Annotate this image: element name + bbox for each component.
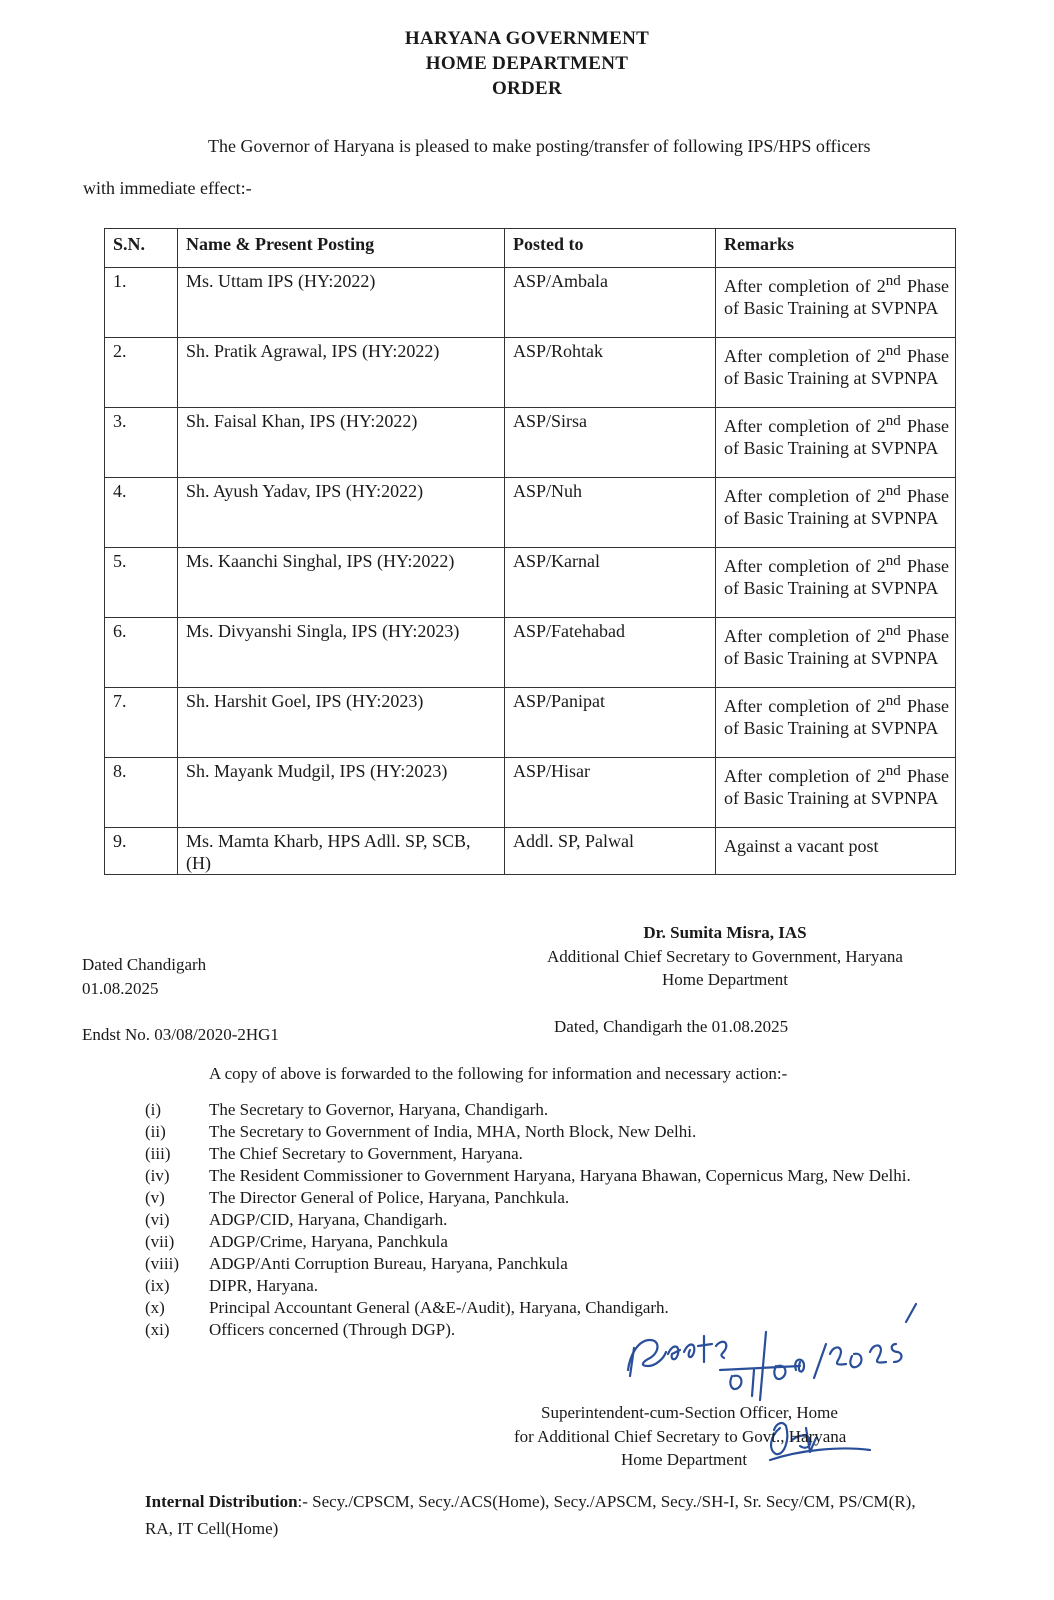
list-item: (iv) The Resident Commissioner to Government Haryana, Haryana Bhawan, Copernicus Marg, New Delhi. xyxy=(145,1166,911,1185)
cell-name: Ms. Uttam IPS (HY:2022) xyxy=(178,268,505,338)
list-item: (x) Principal Accountant General (A&E-/Audit), Haryana, Chandigarh. xyxy=(145,1298,669,1317)
dated-date: 01.08.2025 xyxy=(82,979,159,998)
cell-remarks: After completion of 2nd Phase of Basic Training at SVPNPA xyxy=(716,688,956,758)
cell-remarks: After completion of 2nd Phase of Basic Training at SVPNPA xyxy=(716,408,956,478)
header-name: Name & Present Posting xyxy=(178,229,505,268)
cell-name: Ms. Mamta Kharb, HPS Adll. SP, SCB, (H) xyxy=(178,828,505,875)
cell-remarks: After completion of 2nd Phase of Basic Training at SVPNPA xyxy=(716,758,956,828)
cell-name: Ms. Kaanchi Singhal, IPS (HY:2022) xyxy=(178,548,505,618)
table-row xyxy=(105,688,956,758)
list-item: (vi) ADGP/CID, Haryana, Chandigarh. xyxy=(145,1210,448,1229)
cell-posted-to: ASP/Panipat xyxy=(505,688,716,758)
cell-posted-to: ASP/Fatehabad xyxy=(505,618,716,688)
signatory-department: Home Department xyxy=(661,970,789,989)
cell-sn: 2. xyxy=(105,338,178,408)
cell-sn: 7. xyxy=(105,688,178,758)
cell-sn: 4. xyxy=(105,478,178,548)
intro-line-2: with immediate effect:- xyxy=(83,178,252,198)
endorsement-dated: Dated, Chandigarh the 01.08.2025 xyxy=(554,1017,789,1036)
list-item: (xi) Officers concerned (Through DGP). xyxy=(145,1320,456,1339)
header-order: ORDER xyxy=(491,78,563,99)
cell-posted-to: ASP/Hisar xyxy=(505,758,716,828)
officer-line-2: for Additional Chief Secretary to Govt., Haryana xyxy=(514,1427,847,1446)
list-item: (viii) ADGP/Anti Corruption Bureau, Haryana, Panchkula xyxy=(145,1254,568,1273)
cell-posted-to: ASP/Rohtak xyxy=(505,338,716,408)
cell-posted-to: ASP/Sirsa xyxy=(505,408,716,478)
header-posted-to: Posted to xyxy=(505,229,716,268)
cell-sn: 3. xyxy=(105,408,178,478)
internal-distribution-text: :- Secy./CPSCM, Secy./ACS(Home), Secy./APSCM, Secy./SH-I, Sr. Secy/CM, PS/CM(R), RA, IT Cell(Home) xyxy=(145,1492,916,1538)
header-sn: S.N. xyxy=(105,229,178,268)
cell-sn: 1. xyxy=(105,268,178,338)
cell-remarks: After completion of 2nd Phase of Basic Training at SVPNPA xyxy=(716,338,956,408)
list-item: (ii) The Secretary to Government of India, MHA, North Block, New Delhi. xyxy=(145,1122,697,1141)
cell-remarks: After completion of 2nd Phase of Basic Training at SVPNPA xyxy=(716,618,956,688)
cell-posted-to: ASP/Karnal xyxy=(505,548,716,618)
cell-name: Sh. Ayush Yadav, IPS (HY:2022) xyxy=(178,478,505,548)
cell-remarks: After completion of 2nd Phase of Basic Training at SVPNPA xyxy=(716,268,956,338)
internal-distribution-label: Internal Distribution xyxy=(145,1492,298,1511)
dated-place: Dated Chandigarh xyxy=(82,955,207,974)
cell-sn: 5. xyxy=(105,548,178,618)
cell-name: Sh. Mayank Mudgil, IPS (HY:2023) xyxy=(178,758,505,828)
cell-posted-to: ASP/Nuh xyxy=(505,478,716,548)
cell-name: Sh. Faisal Khan, IPS (HY:2022) xyxy=(178,408,505,478)
cell-posted-to: Addl. SP, Palwal xyxy=(505,828,716,875)
cell-name: Sh. Pratik Agrawal, IPS (HY:2022) xyxy=(178,338,505,408)
cell-name: Sh. Harshit Goel, IPS (HY:2023) xyxy=(178,688,505,758)
cell-posted-to: ASP/Ambala xyxy=(505,268,716,338)
header-government: HARYANA GOVERNMENT xyxy=(404,28,650,49)
table-header-row xyxy=(105,229,956,268)
cell-remarks: After completion of 2nd Phase of Basic Training at SVPNPA xyxy=(716,548,956,618)
list-item: (iii) The Chief Secretary to Government, Haryana. xyxy=(145,1144,523,1163)
list-item: (vii) ADGP/Crime, Haryana, Panchkula xyxy=(145,1232,448,1251)
table-row xyxy=(105,618,956,688)
cell-remarks: Against a vacant post xyxy=(716,828,956,875)
table-row xyxy=(105,408,956,478)
list-item: (ix) DIPR, Haryana. xyxy=(145,1276,319,1295)
posting-table xyxy=(104,228,956,875)
table-row xyxy=(105,828,956,875)
intro-line-1: The Governor of Haryana is pleased to make posting/transfer of following IPS/HPS officers xyxy=(208,136,871,156)
cell-sn: 8. xyxy=(105,758,178,828)
officer-line-3: Home Department xyxy=(621,1450,748,1469)
signatory-name: Dr. Sumita Misra, IAS xyxy=(643,923,807,942)
cell-sn: 6. xyxy=(105,618,178,688)
cell-sn: 9. xyxy=(105,828,178,875)
cell-name: Ms. Divyanshi Singla, IPS (HY:2023) xyxy=(178,618,505,688)
table-row xyxy=(105,268,956,338)
table-row xyxy=(105,548,956,618)
internal-distribution xyxy=(145,1488,935,1542)
header-remarks: Remarks xyxy=(716,229,956,268)
list-item: (v) The Director General of Police, Haryana, Panchkula. xyxy=(145,1188,570,1207)
table-row xyxy=(105,758,956,828)
header-department: HOME DEPARTMENT xyxy=(425,53,629,74)
table-row xyxy=(105,478,956,548)
signatory-title: Additional Chief Secretary to Government, Haryana xyxy=(547,947,903,966)
cell-remarks: After completion of 2nd Phase of Basic Training at SVPNPA xyxy=(716,478,956,548)
list-item: (i) The Secretary to Governor, Haryana, Chandigarh. xyxy=(145,1100,549,1119)
copy-forwarded-intro: A copy of above is forwarded to the following for information and necessary action:- xyxy=(209,1064,788,1083)
table-row xyxy=(105,338,956,408)
endorsement-number: Endst No. 03/08/2020-2HG1 xyxy=(82,1025,279,1044)
officer-line-1: Superintendent-cum-Section Officer, Home xyxy=(541,1403,838,1422)
